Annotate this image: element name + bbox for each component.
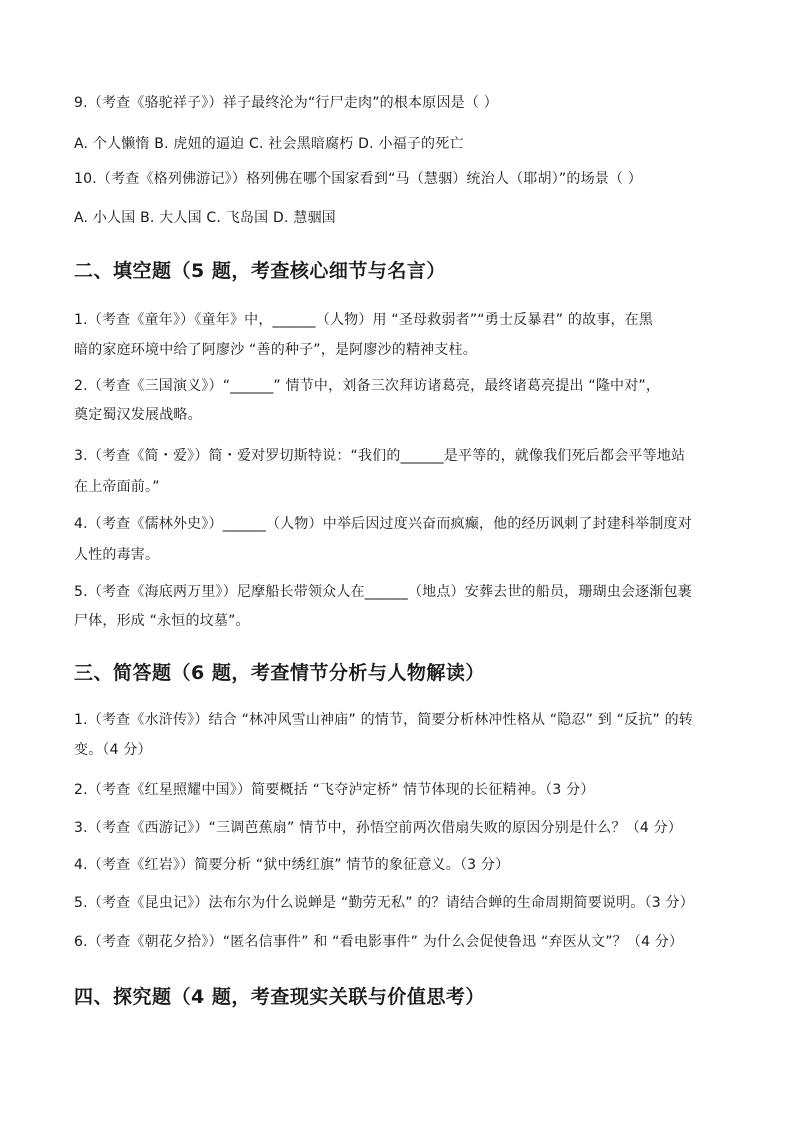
fill-q5-line1: 5.（考查《海底两万里》）尼摩船长带领众人在______（地点）安葬去世的船员，珊瑚虫会逐渐包裹 [74,584,692,600]
section-heading-fill: 二、填空题（5 题，考查核心细节与名言） [74,260,446,282]
short-q2: 2.（考查《红星照耀中国》）简要概括 “飞夺泸定桥” 情节体现的长征精神。（3 分） [74,782,595,798]
fill-q1-line1: 1.（考查《童年》）《童年》中，______（人物）用 “圣母救弱者”“勇士反暴君” 的故事，在黑 [74,312,654,328]
fill-q3-line2: 在上帝面前。” [74,479,160,495]
fill-q2-line1: 2.（考查《三国演义》）“______” 情节中，刘备三次拜访诸葛亮，最终诸葛亮提出 “隆中对”， [74,378,661,394]
question-9: 9.（考查《骆驼祥子》）祥子最终沦为“行尸走肉”的根本原因是（ ） [74,95,498,111]
short-q5: 5.（考查《昆虫记》）法布尔为什么说蝉是 “勤劳无私” 的？请结合蝉的生命周期简要说明。（3 分） [74,895,694,911]
short-q6: 6.（考查《朝花夕拾》）“匿名信事件” 和 “看电影事件” 为什么会促使鲁迅 “弃医从文”？（4 分） [74,934,684,950]
short-q3: 3.（考查《西游记》）“三调芭蕉扇” 情节中，孙悟空前两次借扇失败的原因分别是什么？（4 分） [74,820,683,836]
short-q1-line1: 1.（考查《水浒传》）结合 “林冲风雪山神庙” 的情节，简要分析林冲性格从 “隐忍” 到 “反抗” 的转 [74,712,693,728]
fill-q2-line2: 奠定蜀汉发展战略。 [74,407,202,423]
question-10-options: A. 小人国 B. 大人国 C. 飞岛国 D. 慧骃国 [74,210,336,226]
fill-q1-line2: 暗的家庭环境中给了阿廖沙 “善的种子”，是阿廖沙的精神支柱。 [74,342,477,358]
fill-q4-line1: 4.（考查《儒林外史》）______（人物）中举后因过度兴奋而疯癫，他的经历讽刺了封建科举制度对 [74,516,692,532]
section-heading-short: 三、简答题（6 题，考查情节分析与人物解读） [74,662,485,684]
fill-q3-line1: 3.（考查《简・爱》）简・爱对罗切斯特说：“我们的______是平等的，就像我们死后都会平等地站 [74,448,686,464]
short-q4: 4.（考查《红岩》）简要分析 “狱中绣红旗” 情节的象征意义。（3 分） [74,857,510,873]
section-heading-explore: 四、探究题（4 题，考查现实关联与价值思考） [74,986,485,1008]
short-q1-line2: 变。（4 分） [74,742,152,758]
question-10: 10.（考查《格列佛游记》）格列佛在哪个国家看到“马（慧骃）统治人（耶胡）”的场景（ ） [74,171,643,187]
fill-q4-line2: 人性的毒害。 [74,547,160,563]
question-9-options: A. 个人懒惰 B. 虎妞的逼迫 C. 社会黑暗腐朽 D. 小福子的死亡 [74,136,464,152]
fill-q5-line2: 尸体，形成 “永恒的坟墓”。 [74,613,250,629]
